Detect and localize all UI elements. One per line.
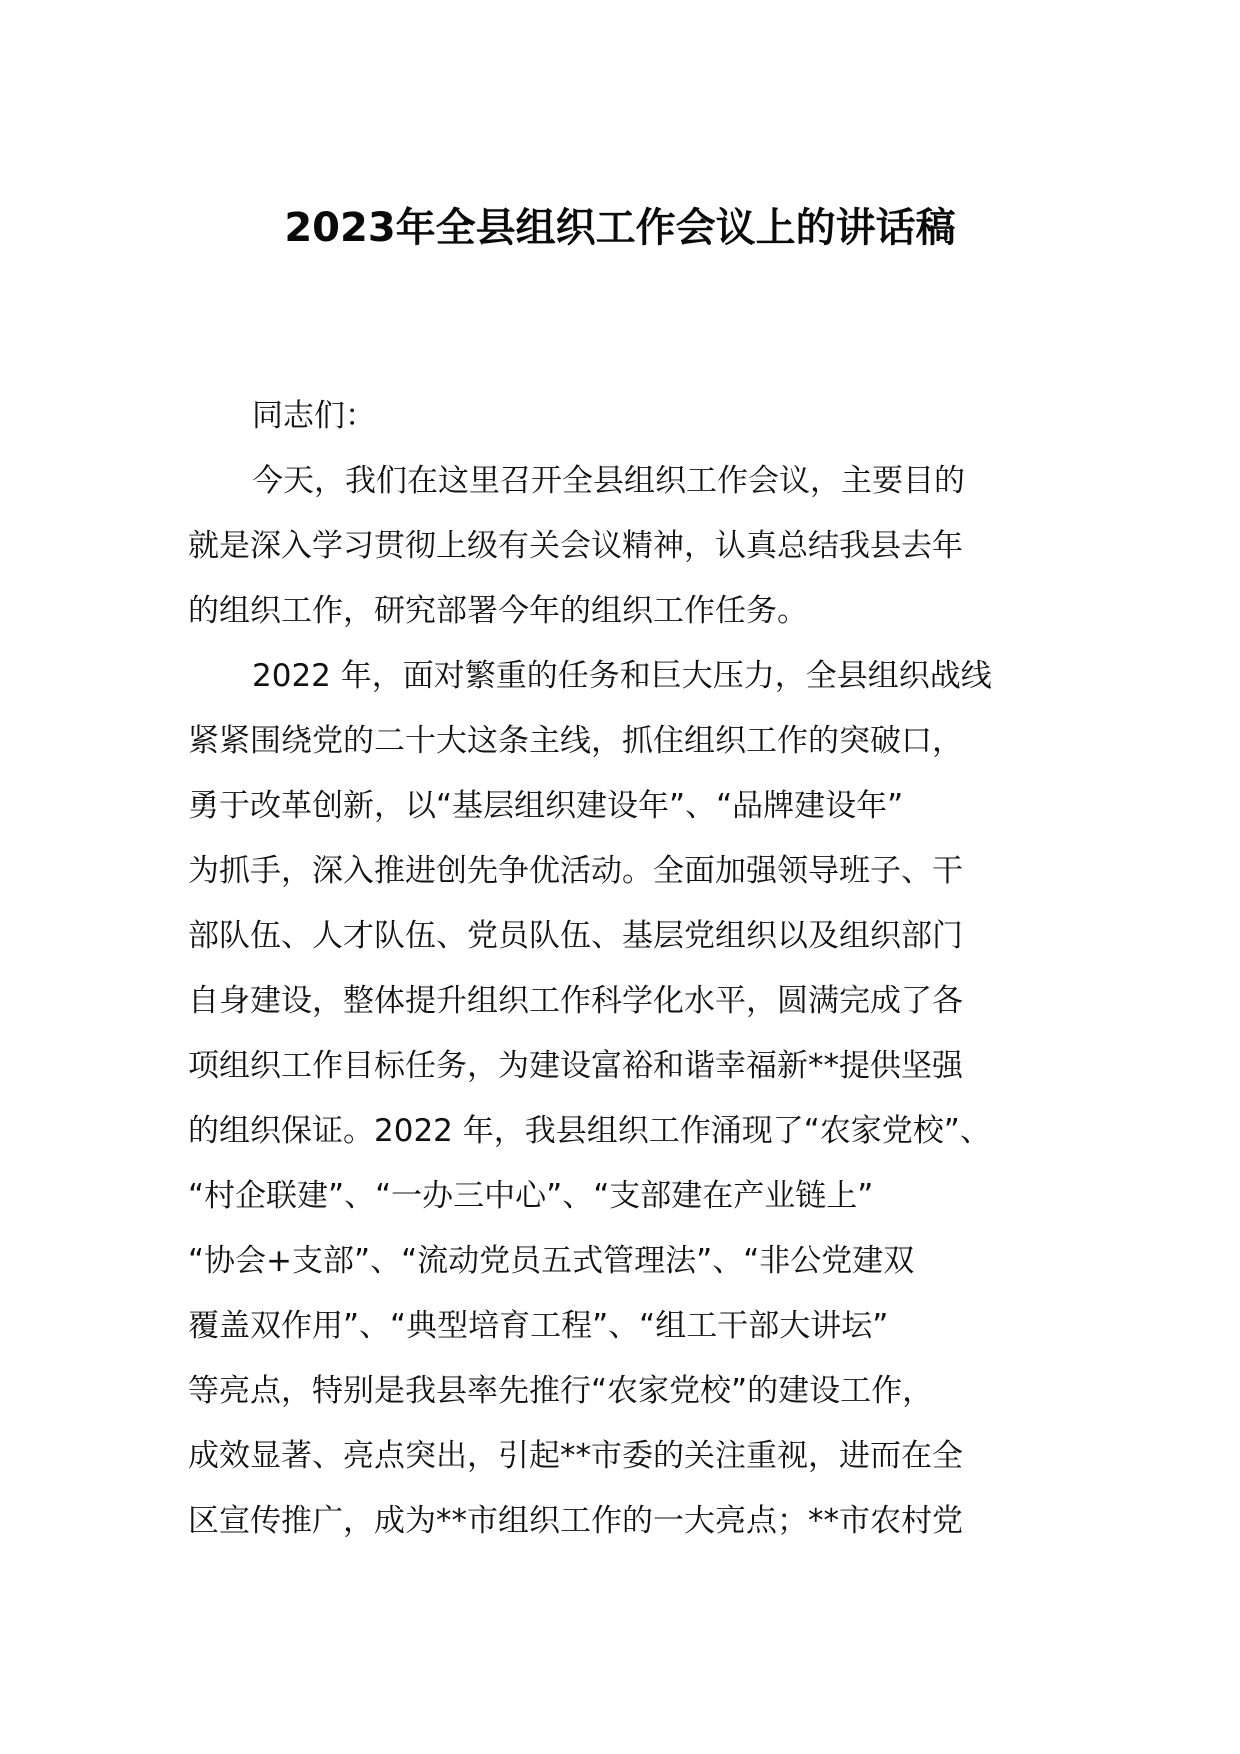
document-title: 2023年全县组织工作会议上的讲话稿 bbox=[284, 205, 956, 251]
paragraph-2-line-14: 区宣传推广，成为**市组织工作的一大亮点；**市农村党 bbox=[188, 1503, 963, 1539]
paragraph-2-line-8: 的组织保证。2022 年，我县组织工作涌现了“农家党校”、 bbox=[188, 1113, 991, 1149]
document-body bbox=[188, 384, 1058, 1554]
paragraph-1-line-1: 今天，我们在这里召开全县组织工作会议，主要目的 bbox=[252, 463, 965, 499]
paragraph-2-line-12: 等亮点，特别是我县率先推行“农家党校”的建设工作， bbox=[188, 1373, 934, 1409]
paragraph-2-line-13: 成效显著、亮点突出，引起**市委的关注重视，进而在全 bbox=[188, 1438, 963, 1474]
paragraph-2-line-10: “协会+支部”、“流动党员五式管理法”、“非公党建双 bbox=[188, 1243, 915, 1279]
paragraph-2-line-11: 覆盖双作用”、“典型培育工程”、“组工干部大讲坛” bbox=[188, 1308, 889, 1344]
paragraph-1-line-2: 就是深入学习贯彻上级有关会议精神，认真总结我县去年 bbox=[188, 528, 963, 564]
paragraph-1-line-3: 的组织工作，研究部署今年的组织工作任务。 bbox=[188, 593, 808, 629]
paragraph-2-line-4: 为抓手，深入推进创先争优活动。全面加强领导班子、干 bbox=[188, 853, 963, 889]
paragraph-2-line-5: 部队伍、人才队伍、党员队伍、基层党组织以及组织部门 bbox=[188, 918, 963, 954]
paragraph-2-line-3: 勇于改革创新，以“基层组织建设年”、“品牌建设年” bbox=[188, 788, 904, 824]
paragraph-2-line-9: “村企联建”、“一办三中心”、“支部建在产业链上” bbox=[188, 1178, 874, 1214]
paragraph-2-line-6: 自身建设，整体提升组织工作科学化水平，圆满完成了各 bbox=[188, 983, 963, 1019]
paragraph-2-line-2: 紧紧围绕党的二十大这条主线，抓住组织工作的突破口， bbox=[188, 723, 963, 759]
paragraph-2-line-7: 项组织工作目标任务，为建设富裕和谐幸福新**提供坚强 bbox=[188, 1048, 963, 1084]
paragraph-2-line-1: 2022 年，面对繁重的任务和巨大压力，全县组织战线 bbox=[252, 658, 992, 694]
salutation-line: 同志们： bbox=[252, 398, 376, 434]
